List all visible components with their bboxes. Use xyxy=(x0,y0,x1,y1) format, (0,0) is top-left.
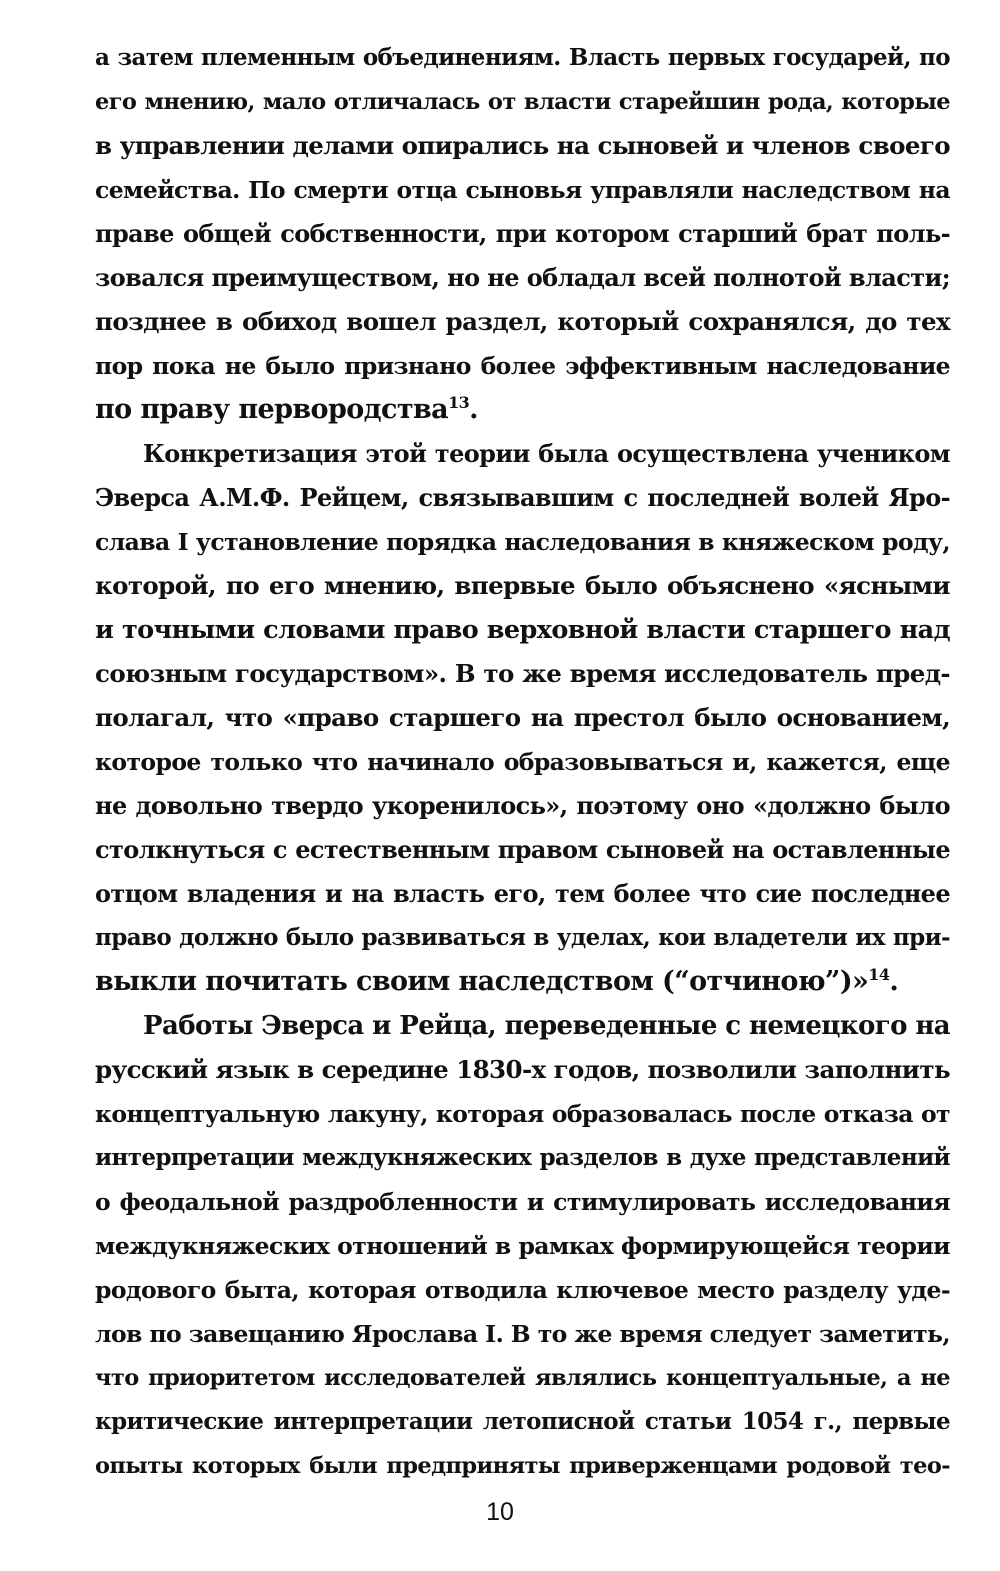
text-line: Эверса А.М.Ф. Рейцем, связывавшим с последней волей Яро- xyxy=(95,483,950,512)
text-line xyxy=(95,962,898,1002)
text-line: и точными словами право верховной власти старшего над xyxy=(95,615,950,645)
text-line: родового быта, которая отводила ключевое место разделу уде- xyxy=(95,1276,950,1304)
text-span: по праву первородства xyxy=(95,394,449,425)
text-line: его мнению, мало отличалась от власти старейшин рода, которые xyxy=(95,89,950,115)
text-span: . xyxy=(889,966,899,997)
text-line: междукняжеских отношений в рамках формирующейся теории xyxy=(95,1232,950,1260)
text-line: русский язык в середине 1830-х годов, позволили заполнить xyxy=(95,1055,950,1084)
text-line: опыты которых были предприняты приверженцами родовой тео- xyxy=(95,1453,950,1479)
text-line: Конкретизация этой теории была осуществлена учеником xyxy=(143,439,950,468)
footnote-ref: 13 xyxy=(448,393,470,412)
text-line: не довольно твердо укоренилось», поэтому оно «должно было xyxy=(95,791,950,820)
text-line: в управлении делами опирались на сыновей и членов своего xyxy=(95,131,950,160)
text-line: лов по завещанию Ярослава I. В то же время следует заметить, xyxy=(95,1320,950,1348)
text-line: отцом владения и на власть его, тем более что сие последнее xyxy=(95,879,950,908)
text-line: критические интерпретации летописной статьи 1054 г., первые xyxy=(95,1408,950,1435)
text-line: столкнуться с естественным правом сыновей на оставленные xyxy=(95,835,950,864)
text-line: право должно было развиваться в уделах, кои владетели их при- xyxy=(95,924,950,951)
text-span: выкли почитать своим наследством (“отчиною”)» xyxy=(95,966,869,997)
text-line: семейства. По смерти отца сыновья управляли наследством на xyxy=(95,176,950,204)
text-line xyxy=(95,390,478,430)
text-line: о феодальной раздробленности и стимулировать исследования xyxy=(95,1188,950,1216)
page-number: 10 xyxy=(486,1498,514,1526)
text-line: зовался преимуществом, но не обладал всей полнотой власти; xyxy=(95,263,950,292)
text-line: позднее в обиход вошел раздел, который сохранялся, до тех xyxy=(95,307,950,336)
text-line: концептуальную лакуну, которая образовалась после отказа от xyxy=(95,1100,950,1128)
text-line: которое только что начинало образовываться и, кажется, еще xyxy=(95,748,950,776)
text-span: . xyxy=(469,394,478,425)
text-line: полагал, что «право старшего на престол было основанием, xyxy=(95,703,950,732)
text-line: которой, по его мнению, впервые было объяснено «ясными xyxy=(95,571,950,600)
text-line: интерпретации междукняжеских разделов в духе представлений xyxy=(95,1144,950,1171)
text-line: а затем племенным объединениям. Власть первых государей, по xyxy=(95,44,950,71)
text-line: союзным государством». В то же время исследователь пред- xyxy=(95,659,950,688)
footnote-ref: 14 xyxy=(868,965,890,984)
text-line: пор пока не было признано более эффективным наследование xyxy=(95,352,950,380)
text-line: Работы Эверса и Рейца, переведенные с немецкого на xyxy=(143,1011,950,1041)
text-line: слава I установление порядка наследования в княжеском роду, xyxy=(95,528,950,556)
text-line: что приоритетом исследователей являлись концептуальные, а не xyxy=(95,1365,950,1391)
text-line: праве общей собственности, при котором старший брат поль- xyxy=(95,219,950,248)
